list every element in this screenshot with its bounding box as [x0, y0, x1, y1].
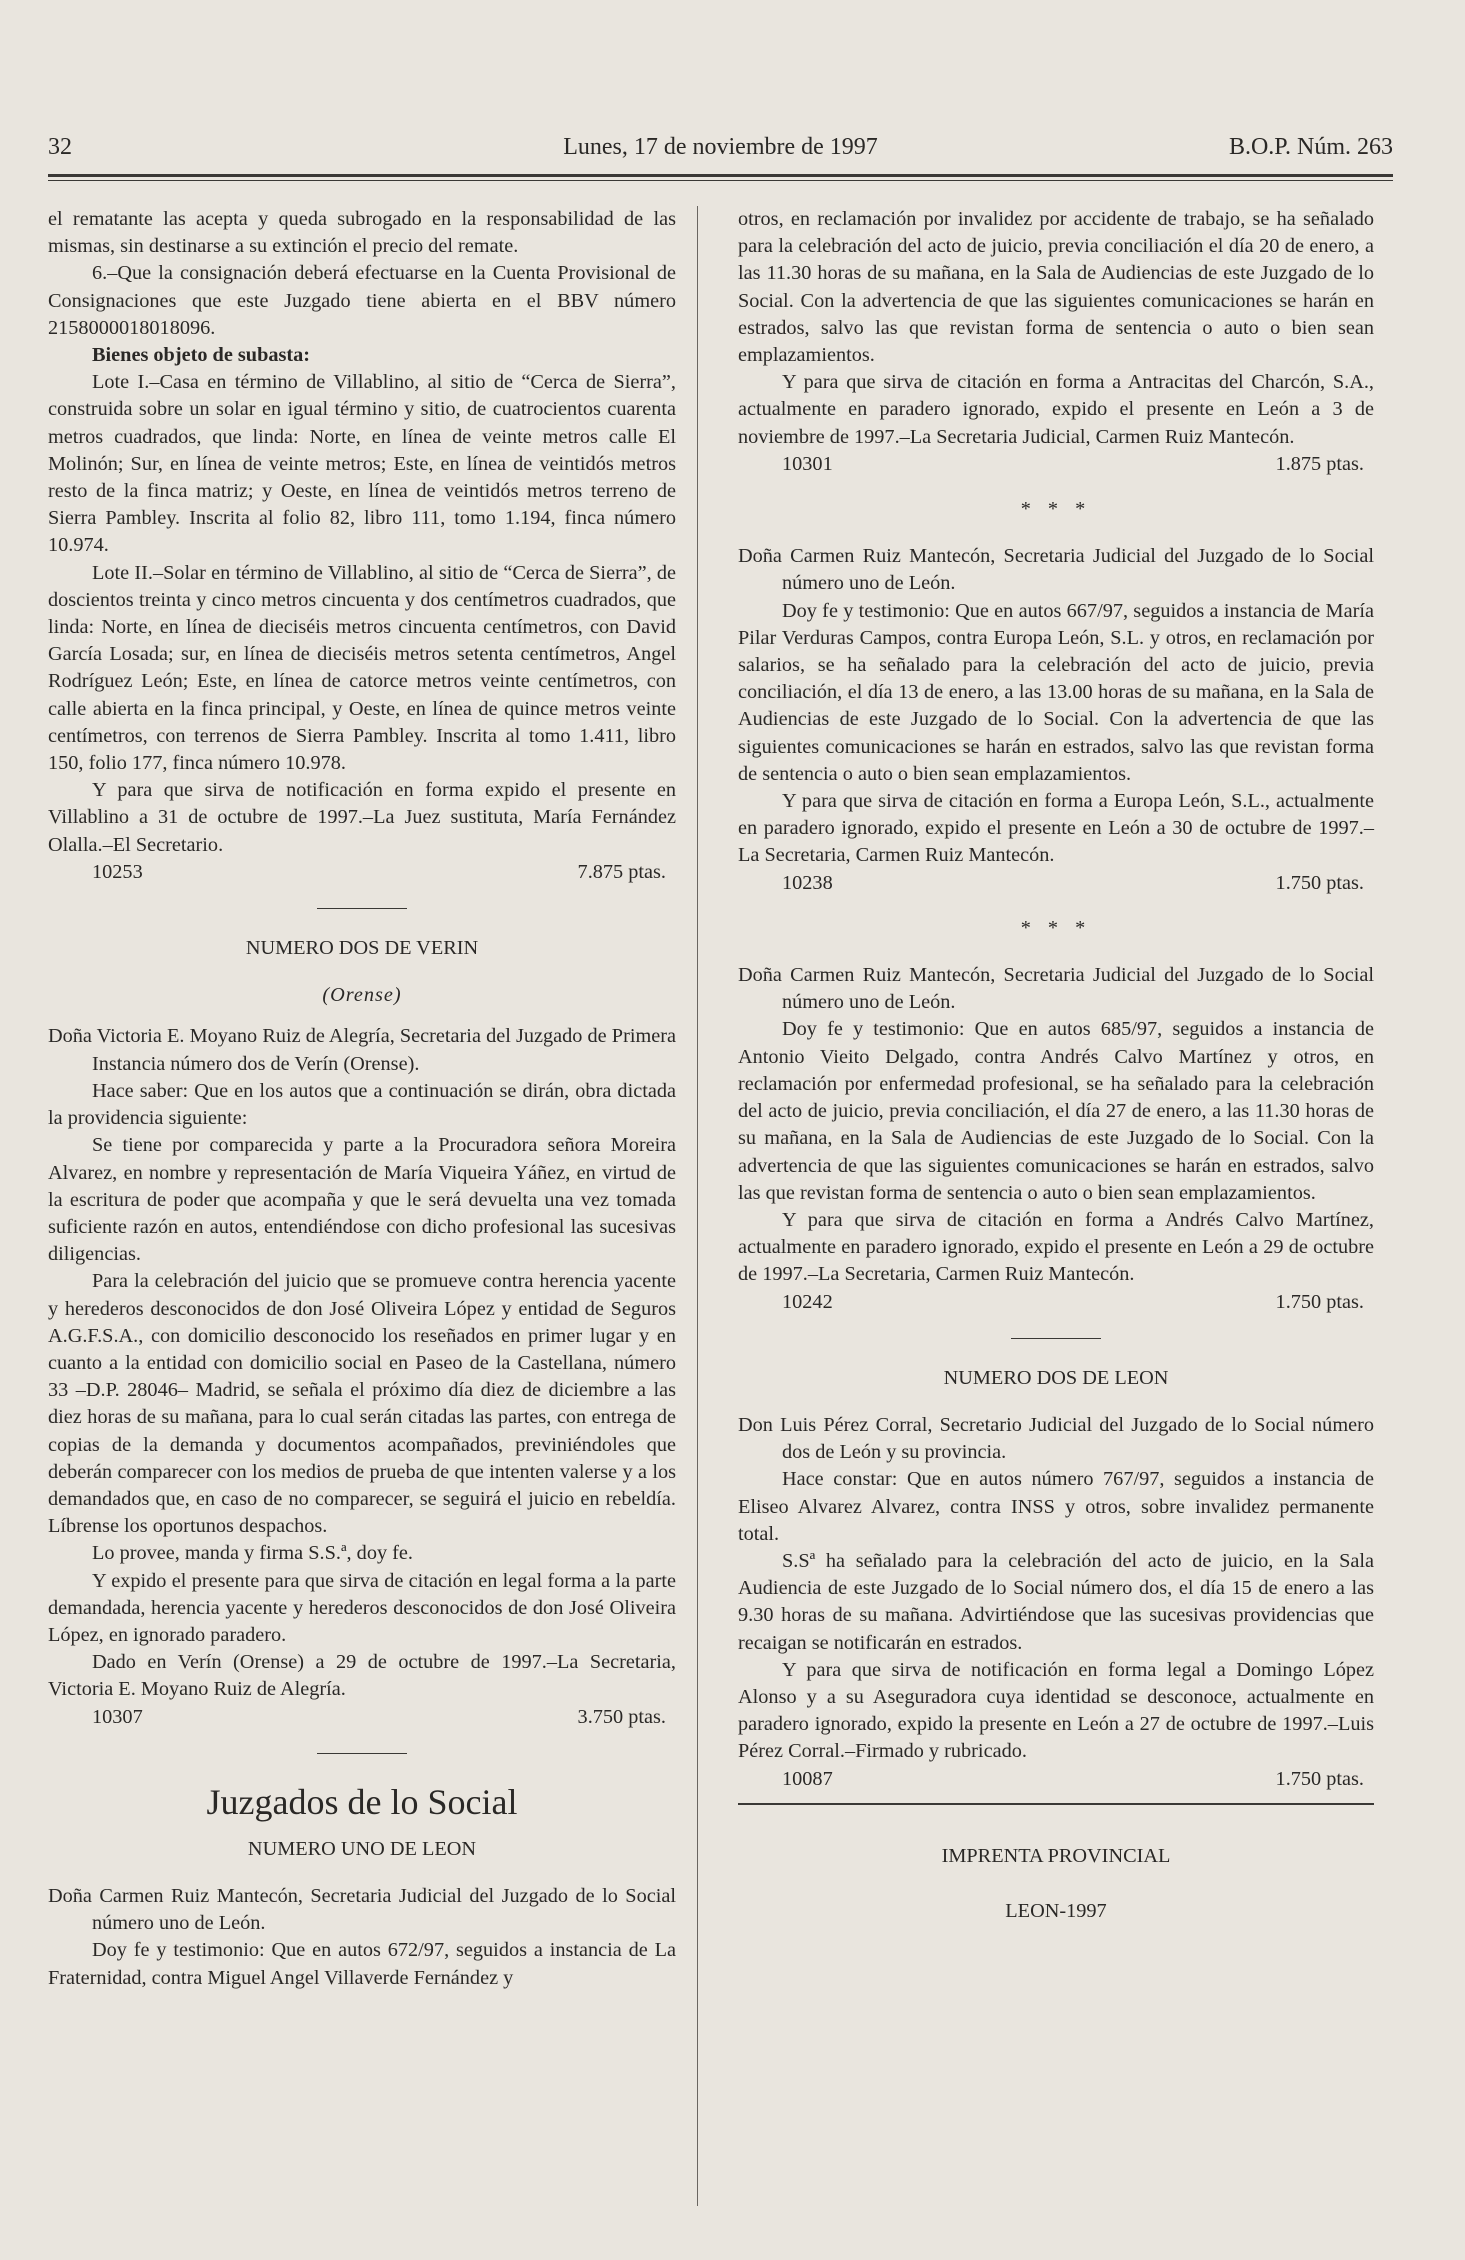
page-header	[48, 134, 1393, 174]
right-column	[738, 206, 1374, 1925]
closing-rule	[738, 1803, 1374, 1805]
notice-ref: 10087	[782, 1767, 833, 1790]
paragraph: Doy fe y testimonio: Que en autos 667/97, seguidos a instancia de María Pilar Verduras Campos, contra Europa León, S.L. y otros, en reclamación por salarios, se ha señalado para la celebración del acto de juicio, previa conciliación, el día 13 de enero, a las 13.00 horas de su mañana, en la Sala de Audiencias de este Juzgado de lo Social. Con la advertencia de que las siguientes comunicaciones se harán en estrados, salvo las que revistan forma de sentencia o auto o bien sean emplazamientos.	[738, 599, 1374, 785]
notice-price: 7.875 ptas.	[577, 860, 666, 883]
notice-ref: 10242	[782, 1290, 833, 1313]
paragraph: Doña Carmen Ruiz Mantecón, Secretaria Judicial del Juzgado de lo Social número uno de León.	[738, 964, 1374, 1014]
paragraph: Don Luis Pérez Corral, Secretario Judicial del Juzgado de lo Social número dos de León y su provincia.	[738, 1413, 1374, 1464]
court-heading: NUMERO DOS DE VERIN	[245, 937, 479, 960]
paragraph: Y expido el presente para que sirva de citación en legal forma a la parte demandada, herencia yacente y herederos desconocidos de don José Oliveira López, en ignorado paradero.	[48, 1569, 676, 1646]
notice-ref: 10307	[92, 1705, 143, 1728]
notice-footer	[738, 870, 1374, 897]
issue-date: Lunes, 17 de noviembre de 1997	[563, 134, 878, 160]
notice-price: 1.875 ptas.	[1275, 452, 1364, 475]
separator	[1011, 1338, 1101, 1339]
notice-footer	[48, 859, 676, 886]
paragraph: Y para que sirva de citación en forma a Europa León, S.L., actualmente en paradero ignorado, expido el presente en León a 30 de octubre de 1997.–La Secretaria, Carmen Ruiz Mantecón.	[738, 790, 1374, 867]
paragraph: el rematante las acepta y queda subrogado en la responsabilidad de las mismas, sin destinarse a su extinción el precio del remate.	[48, 208, 676, 258]
notice-divider-stars: * * *	[1020, 498, 1092, 521]
header-rule	[48, 174, 1393, 181]
paragraph: Dado en Verín (Orense) a 29 de octubre de 1997.–La Secretaria, Victoria E. Moyano Ruiz de Alegría.	[48, 1651, 676, 1701]
page-number: 32	[48, 134, 72, 160]
paragraph: Hace constar: Que en autos número 767/97, seguidos a instancia de Eliseo Alvarez Alvarez, contra INSS y otros, sobre invalidez permanente total.	[738, 1468, 1374, 1545]
subheading: Bienes objeto de subasta:	[92, 344, 311, 367]
notice-ref: 10253	[92, 860, 143, 883]
paragraph: Doña Carmen Ruiz Mantecón, Secretaria Judicial del Juzgado de lo Social número uno de León.	[48, 1884, 676, 1935]
court-heading: NUMERO UNO DE LEON	[247, 1837, 477, 1860]
paragraph: Y para que sirva de citación en forma a Antracitas del Charcón, S.A., actualmente en paradero ignorado, expido el presente en León a 3 de noviembre de 1997.–La Secretaria Judicial, Carmen Ruiz Mantecón.	[738, 371, 1374, 448]
court-province: (Orense)	[322, 984, 402, 1007]
printer-location-year: LEON-1997	[1005, 1899, 1107, 1922]
bulletin-number: B.O.P. Núm. 263	[1228, 134, 1393, 160]
paragraph: Doy fe y testimonio: Que en autos 672/97, seguidos a instancia de La Fraternidad, contra Miguel Angel Villaverde Fernández y	[48, 1939, 676, 1989]
paragraph: Y para que sirva de notificación en forma legal a Domingo López Alonso y a su Aseguradora cuya identidad se desconoce, actualmente en paradero ignorado, expido la presente en León a 27 de octubre de 1997.–Luis Pérez Corral.–Firmado y rubricado.	[738, 1658, 1374, 1763]
paragraph: Y para que sirva de notificación en forma expido el presente en Villablino a 31 de octubre de 1997.–La Juez sustituta, María Fernández Olalla.–El Secretario.	[48, 779, 676, 856]
notice-divider-stars: * * *	[1020, 916, 1092, 939]
section-title: Juzgados de lo Social	[206, 1781, 518, 1822]
paragraph: Y para que sirva de citación en forma a Andrés Calvo Martínez, actualmente en paradero ignorado, expido el presente en León a 29 de octubre de 1997.–La Secretaria, Carmen Ruiz Mantecón.	[738, 1208, 1374, 1286]
notice-footer	[48, 1704, 676, 1731]
notice-footer	[738, 1289, 1374, 1316]
paragraph: otros, en reclamación por invalidez por accidente de trabajo, se ha señalado para la celebración del acto de juicio, previa conciliación el día 20 de enero, a las 11.30 horas de su mañana, en la Sala de Audiencias de este Juzgado de lo Social. Con la advertencia de que las siguientes comunicaciones se harán en estrados, salvo las que revistan forma de sentencia o auto o bien sean emplazamientos.	[738, 208, 1374, 367]
paragraph: Lo provee, manda y firma S.S.ª, doy fe.	[92, 1542, 414, 1565]
printer-name: IMPRENTA PROVINCIAL	[941, 1844, 1171, 1867]
notice-ref: 10301	[782, 452, 833, 475]
notice-price: 1.750 ptas.	[1275, 871, 1364, 894]
notice-ref: 10238	[782, 871, 833, 894]
notice-price: 1.750 ptas.	[1275, 1767, 1364, 1790]
paragraph: Lote I.–Casa en término de Villablino, al sitio de “Cerca de Sierra”, construida sobre un solar en igual término y sitio, de cuatrocientos cuarenta metros cuadrados, que linda: Norte, en línea de veinte metros calle El Molinón; Sur, en línea de veinte metros; Este, en línea de veintidós metros resto de la finca matriz; y Oeste, en línea de veintidós metros terreno de Sierra Pambley. Inscrita al folio 82, libro 111, tomo 1.194, finca número 10.974.	[48, 371, 676, 557]
paragraph: Se tiene por comparecida y parte a la Procuradora señora Moreira Alvarez, en nombre y representación de María Viqueira Yáñez, en virtud de la escritura de poder que acompaña y que le será devuelta una vez tomada suficiente razón en autos, entendiéndose con dicho profesional las sucesivas diligencias.	[48, 1134, 676, 1266]
notice-footer	[738, 451, 1374, 478]
court-heading: NUMERO DOS DE LEON	[943, 1366, 1169, 1389]
notice-price: 3.750 ptas.	[577, 1705, 666, 1728]
notice-price: 1.750 ptas.	[1275, 1290, 1364, 1313]
notice-footer	[738, 1766, 1374, 1793]
paragraph: Lote II.–Solar en término de Villablino, al sitio de “Cerca de Sierra”, de doscientos treinta y cinco metros cincuenta y dos centímetros cuadrados, que linda: Norte, en línea de dieciséis metros cincuenta centímetros, con David García Losada; sur, en línea de dieciséis metros setenta centímetros, Angel Rodríguez León; Este, en línea de catorce metros veinte centímetros, con calle abierta en la finca principal, y Oeste, en línea de quince metros veinte centímetros, con terrenos de Sierra Pambley. Inscrita al tomo 1.411, libro 150, folio 177, finca número 10.978.	[48, 561, 676, 775]
column-divider	[697, 206, 698, 2206]
paragraph: Para la celebración del juicio que se promueve contra herencia yacente y herederos desconocidos de don José Oliveira López y entidad de Seguros A.G.F.S.A., con domicilio desconocido los reseñados en primer lugar y en cuanto a la entidad con domicilio social en Paseo de la Castellana, número 33 –D.P. 28046– Madrid, se señala el próximo día diez de diciembre a las diez horas de su mañana, para lo cual serán citadas las partes, con entrega de copias de la demanda y documentos acompañados, previniéndoles que deberán comparecer con los medios de prueba de que intenten valerse y a los demandados que, en caso de no comparecer, se seguirá el juicio en rebeldía. Líbrense los oportunos despachos.	[48, 1270, 676, 1538]
paragraph: 6.–Que la consignación deberá efectuarse en la Cuenta Provisional de Consignaciones que este Juzgado tiene abierta en el BBV número 2158000018018096.	[48, 262, 676, 339]
paragraph: Doña Carmen Ruiz Mantecón, Secretaria Judicial del Juzgado de lo Social número uno de León.	[738, 545, 1374, 595]
paragraph: Doña Victoria E. Moyano Ruiz de Alegría, Secretaria del Juzgado de Primera Instancia número dos de Verín (Orense).	[48, 1025, 676, 1075]
separator	[317, 908, 407, 909]
paragraph: Doy fe y testimonio: Que en autos 685/97, seguidos a instancia de Antonio Vieito Delgado, contra Andrés Calvo Martínez y otros, en reclamación por enfermedad profesional, se ha señalado para la celebración del acto de juicio, previa conciliación, el día 27 de enero, a las 11.30 horas de su mañana, en la Sala de Audiencias de este Juzgado de lo Social. Con la advertencia de que las siguientes comunicaciones se harán en estrados, salvo las que revistan forma de sentencia o auto o bien sean emplazamientos.	[738, 1018, 1374, 1204]
separator	[317, 1753, 407, 1754]
paragraph: S.Sª ha señalado para la celebración del acto de juicio, en la Sala Audiencia de este Juzgado de lo Social número dos, el día 15 de enero a las 9.30 horas de su mañana. Advirtiéndose que las sucesivas providencias que recaigan se notificarán en estrados.	[738, 1549, 1374, 1654]
left-column	[48, 206, 676, 1992]
paragraph: Hace saber: Que en los autos que a continuación se dirán, obra dictada la providencia siguiente:	[48, 1079, 676, 1130]
